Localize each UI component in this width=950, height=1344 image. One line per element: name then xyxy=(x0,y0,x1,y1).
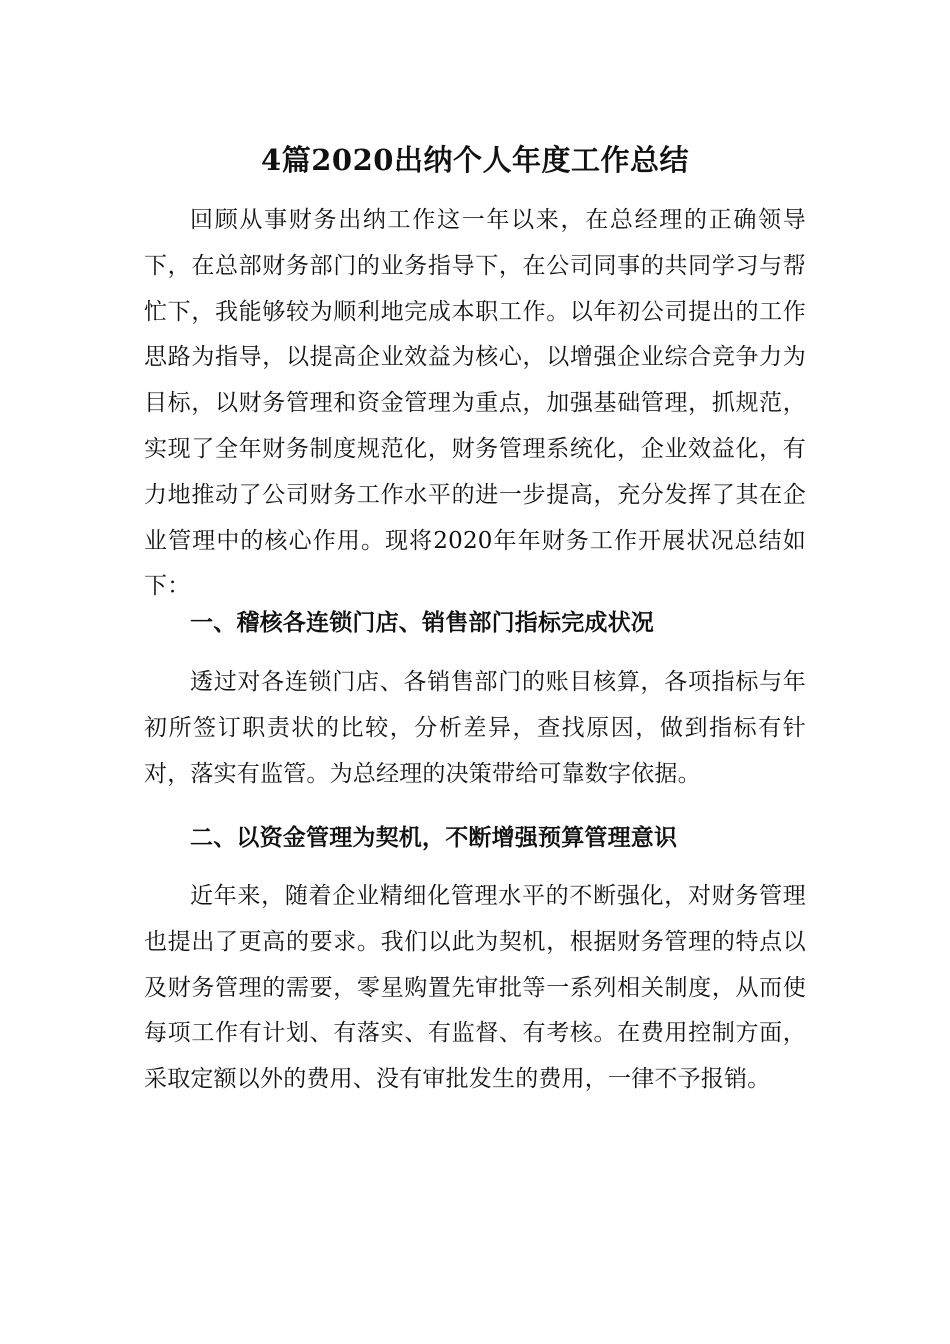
document-title: 4篇2020出纳个人年度工作总结 xyxy=(261,143,689,177)
section-heading-2: 二、以资金管理为契机，不断增强预算管理意识 xyxy=(190,824,678,851)
section-1-paragraph: 透过对各连锁门店、各销售部门的账目核算，各项指标与年初所签订职责状的比较，分析差异，查找原因，做到指标有针对，落实有监管。为总经理的决策带给可靠数字依据。 xyxy=(144,669,806,787)
section-2-paragraph: 近年来，随着企业精细化管理水平的不断强化，对财务管理也提出了更高的要求。我们以此为契机，根据财务管理的特点以及财务管理的需要，零星购置先审批等一系列相关制度，从而使每项工作有计划、有落实、有监督、有考核。在费用控制方面，采取定额以外的费用、没有审批发生的费用，一律不予报销。 xyxy=(144,883,806,1093)
intro-paragraph: 回顾从事财务出纳工作这一年以来，在总经理的正确领导下，在总部财务部门的业务指导下，在公司同事的共同学习与帮忙下，我能够较为顺利地完成本职工作。以年初公司提出的工作思路为指导，以提高企业效益为核心，以增强企业综合竞争力为目标，以财务管理和资金管理为重点，加强基础管理，抓规范，实现了全年财务制度规范化，财务管理系统化，企业效益化，有力地推动了公司财务工作水平的进一步提高，充分发挥了其在企业管理中的核心作用。现将2020年年财务工作开展状况总结如下： xyxy=(144,207,806,600)
section-heading-1: 一、稽核各连锁门店、销售部门指标完成状况 xyxy=(190,609,654,636)
